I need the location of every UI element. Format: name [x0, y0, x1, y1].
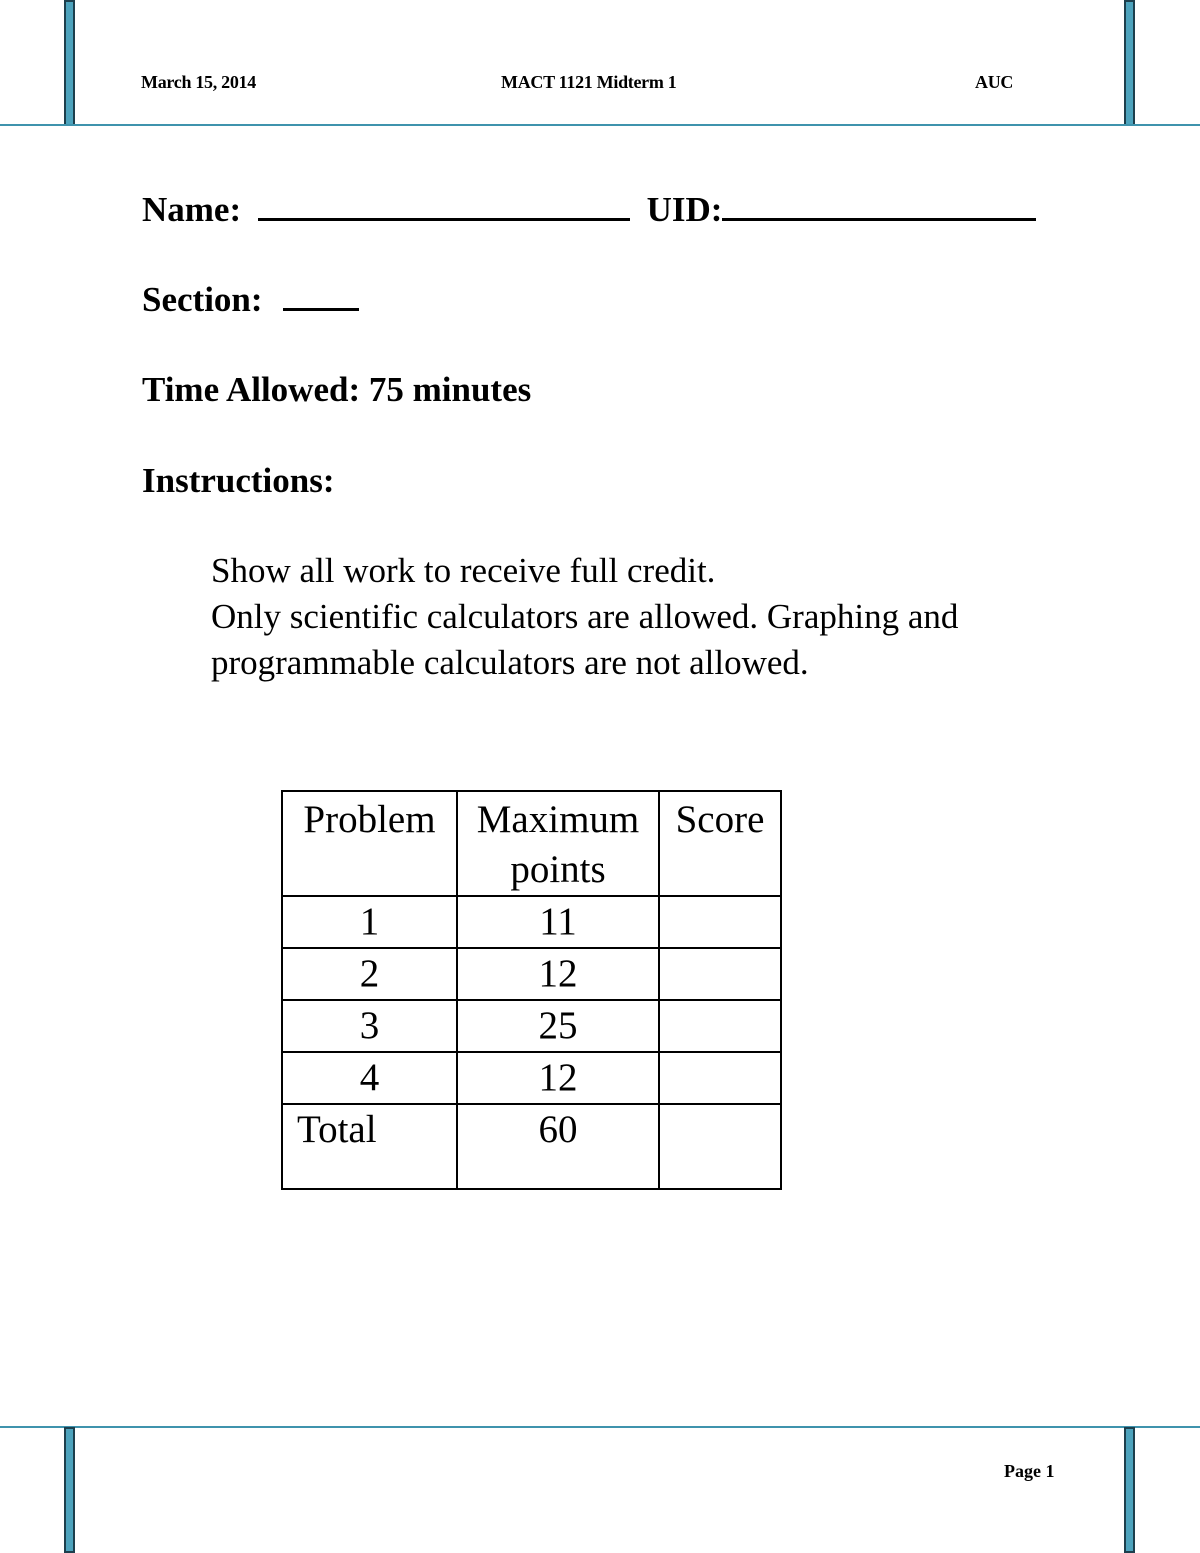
- frame-bar-bottom-left: [64, 1427, 75, 1553]
- instruction-line-1: Show all work to receive full credit.: [211, 551, 716, 590]
- name-uid-row: [142, 190, 1036, 230]
- problem-cell: 3: [282, 1000, 457, 1052]
- table-row: [282, 896, 781, 948]
- section-blank[interactable]: [283, 282, 359, 311]
- table-row: [282, 948, 781, 1000]
- header-problem: Problem: [282, 791, 457, 896]
- frame-bar-top-left: [64, 0, 75, 126]
- header-rule: [0, 124, 1200, 126]
- instruction-line-3: programmable calculators are not allowed.: [211, 643, 809, 682]
- header-max-line1: Maximum: [476, 798, 640, 841]
- total-score-cell[interactable]: [659, 1104, 781, 1189]
- header-institution: AUC: [975, 72, 1014, 92]
- problem-cell: 1: [282, 896, 457, 948]
- time-allowed: Time Allowed: 75 minutes: [142, 370, 532, 409]
- header-date: March 15, 2014: [141, 72, 256, 92]
- total-label-cell: Total: [282, 1104, 457, 1189]
- uid-blank[interactable]: [722, 192, 1036, 221]
- instructions-text: [211, 548, 1111, 686]
- max-points-cell: 25: [457, 1000, 659, 1052]
- total-max-cell: 60: [457, 1104, 659, 1189]
- problem-cell: 4: [282, 1052, 457, 1104]
- header-score: Score: [659, 791, 781, 896]
- score-cell[interactable]: [659, 948, 781, 1000]
- score-table: [281, 790, 782, 1190]
- header-maximum-points: [457, 791, 659, 896]
- header-max-line2: points: [510, 848, 606, 891]
- section-label: Section:: [142, 280, 263, 319]
- max-points-cell: 12: [457, 948, 659, 1000]
- name-label: Name:: [142, 190, 242, 229]
- table-row: [282, 1052, 781, 1104]
- score-table-header-row: [282, 791, 781, 896]
- name-blank[interactable]: [258, 192, 630, 221]
- section-row: [142, 280, 359, 320]
- header-course: MACT 1121 Midterm 1: [501, 72, 677, 92]
- uid-label: UID:: [646, 190, 723, 229]
- footer-rule: [0, 1426, 1200, 1428]
- instructions-label: Instructions:: [142, 461, 335, 500]
- table-row: [282, 1000, 781, 1052]
- score-cell[interactable]: [659, 1000, 781, 1052]
- score-cell[interactable]: [659, 1052, 781, 1104]
- page-number: Page 1: [1004, 1461, 1055, 1481]
- frame-bar-bottom-right: [1124, 1427, 1135, 1553]
- instruction-line-2: Only scientific calculators are allowed. Graphing and: [211, 597, 959, 636]
- score-cell[interactable]: [659, 896, 781, 948]
- max-points-cell: 12: [457, 1052, 659, 1104]
- total-row: [282, 1104, 781, 1189]
- max-points-cell: 11: [457, 896, 659, 948]
- frame-bar-top-right: [1124, 0, 1135, 126]
- problem-cell: 2: [282, 948, 457, 1000]
